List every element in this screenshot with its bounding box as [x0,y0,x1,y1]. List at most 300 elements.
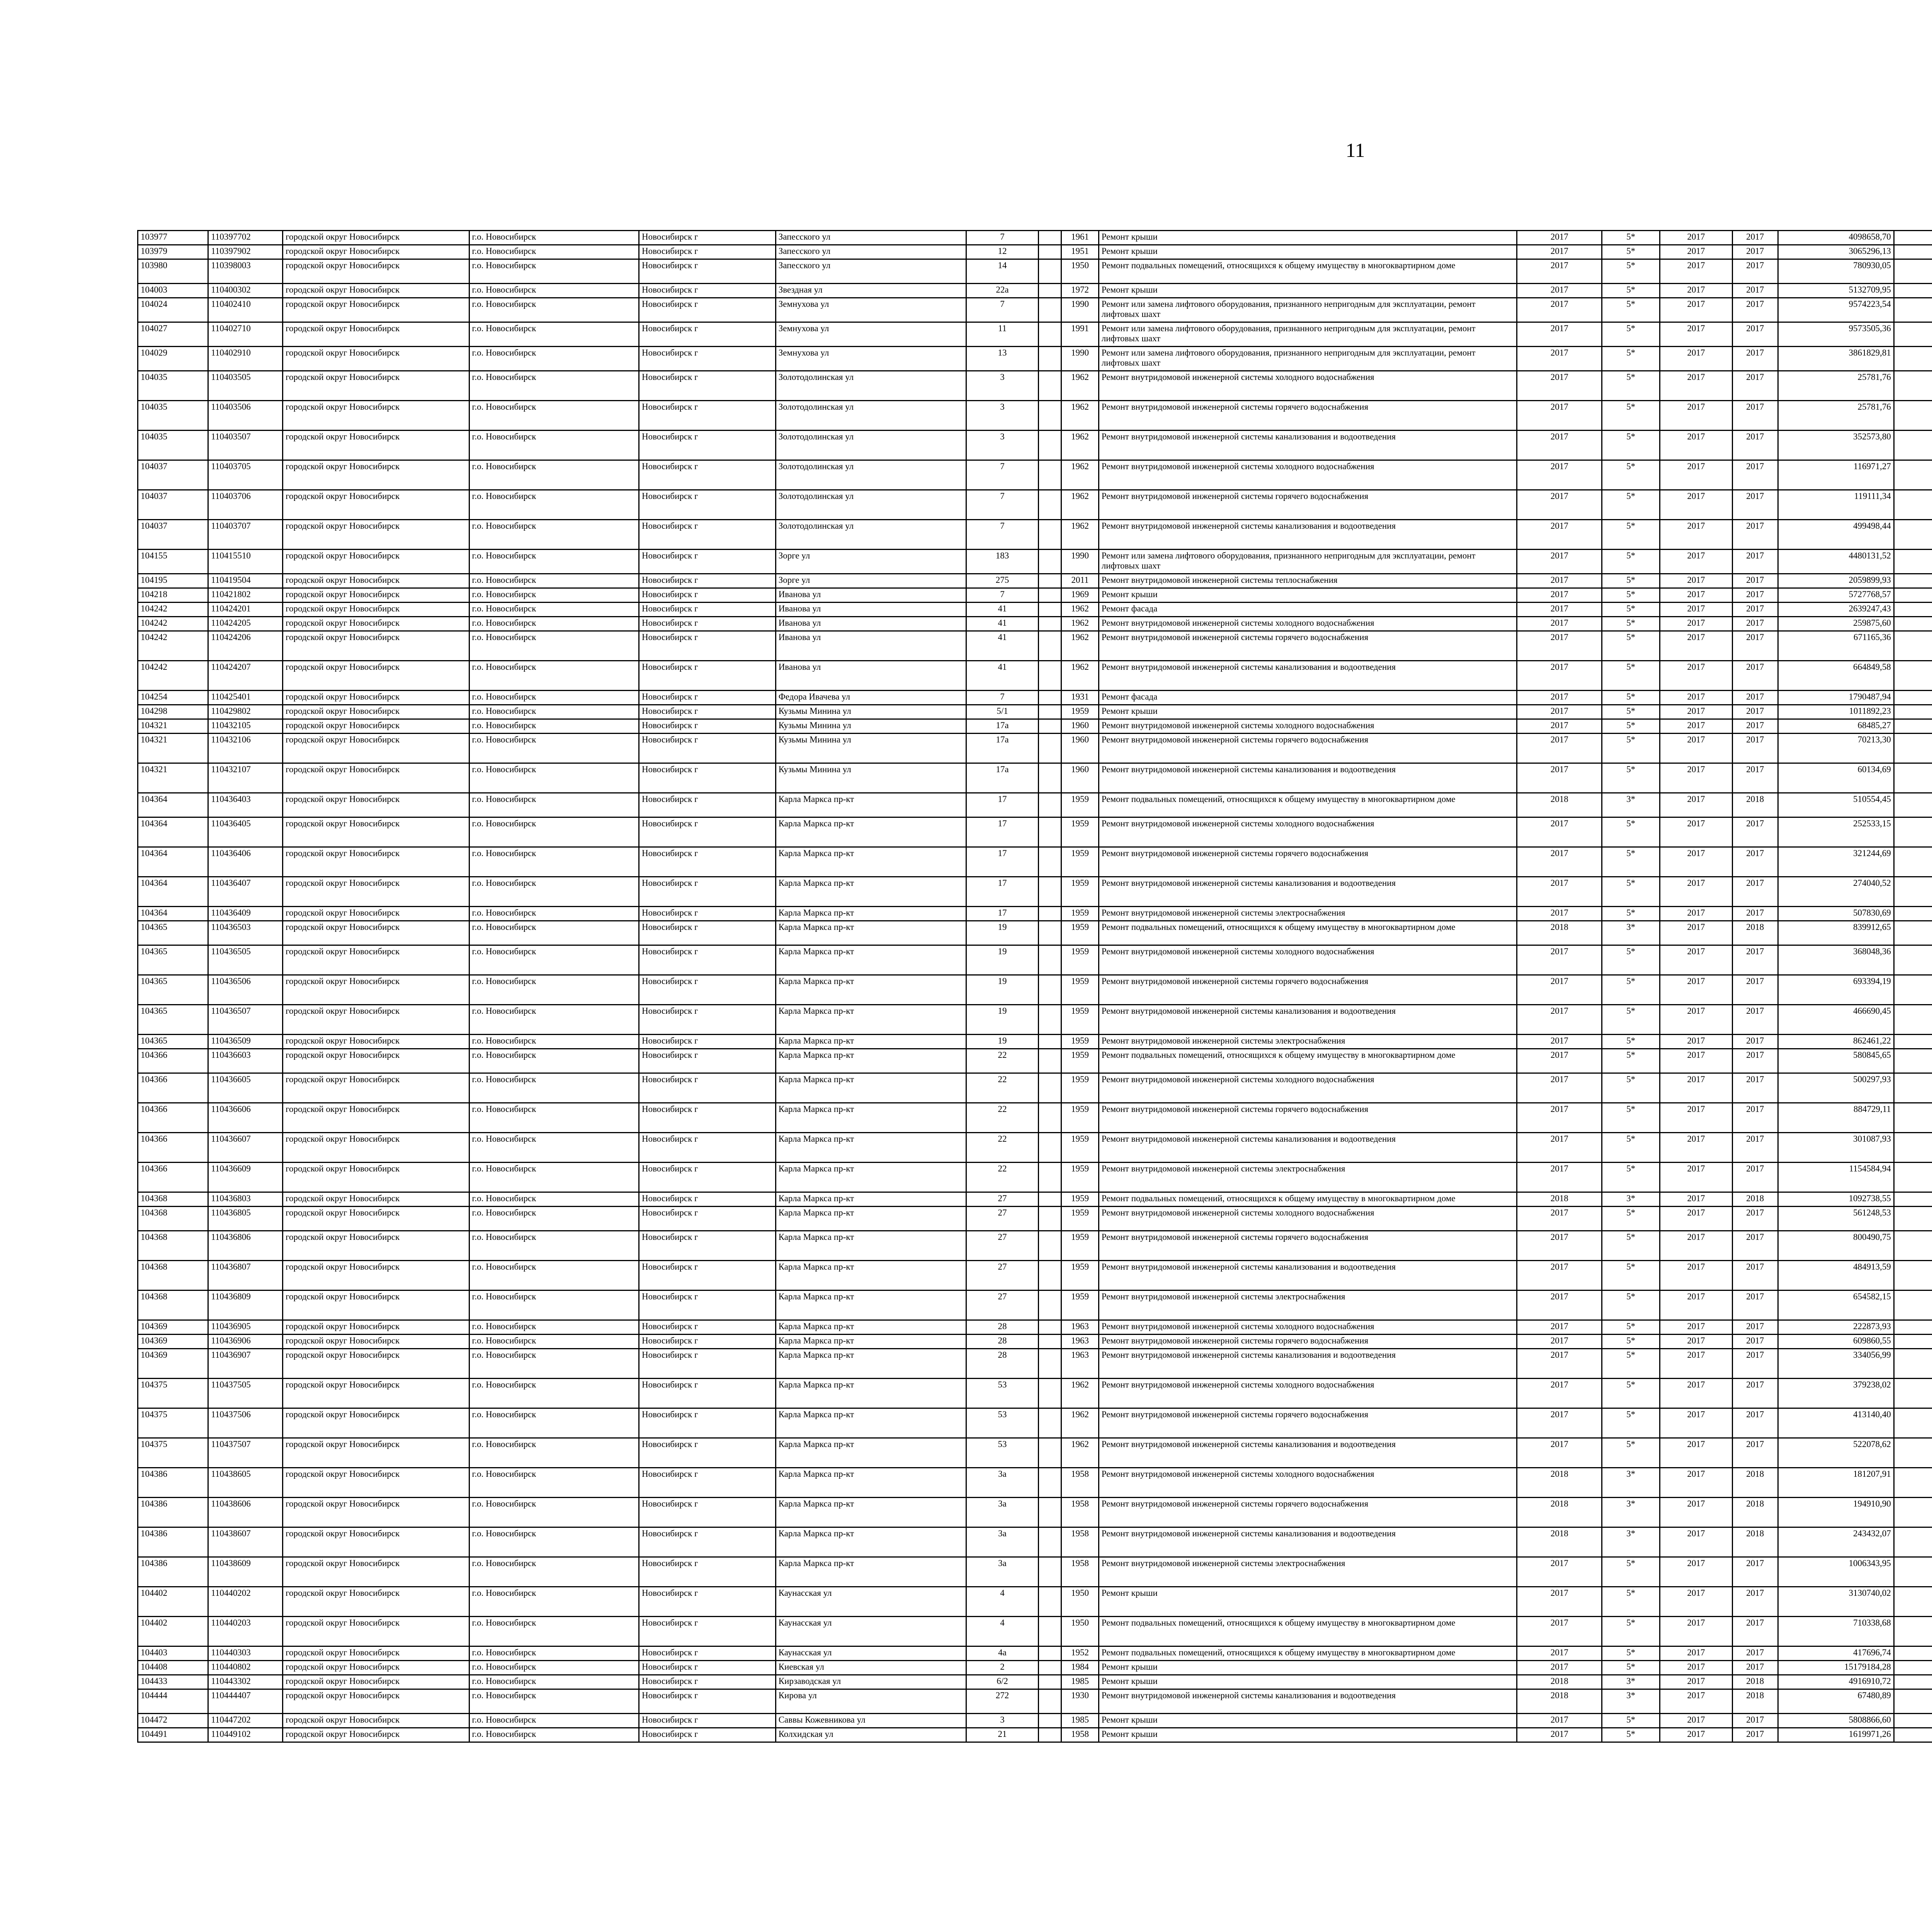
cell-district: г.о. Новосибирск [469,1617,639,1646]
cell-fund-cost [1894,1320,1932,1335]
cell-district: г.о. Новосибирск [469,763,639,793]
cell-work-id: 110436605 [208,1073,283,1103]
cell-plan-year: 2017 [1517,631,1602,661]
cell-building [1039,661,1061,691]
cell-house-id: 104364 [138,907,208,921]
cell-plan-year: 2017 [1517,371,1602,401]
cell-city: Новосибирск г [639,719,776,734]
cell-end-year: 2017 [1732,1661,1778,1675]
cell-house-number: 28 [966,1349,1039,1379]
cell-work-type: Ремонт внутридомовой инженерной системы канализования и водоотведения [1099,877,1517,907]
cell-plan-year: 2017 [1517,1408,1602,1438]
cell-work-type: Ремонт внутридомовой инженерной системы холодного водоснабжения [1099,1073,1517,1103]
cell-building [1039,1557,1061,1587]
cell-house-id: 104444 [138,1689,208,1714]
cell-year-built: 1990 [1061,550,1099,574]
cell-work-type: Ремонт или замена лифтового оборудования, признанного непригодным для эксплуатации, ремонт лифтовых шахт [1099,550,1517,574]
cell-total-cost: 25781,76 [1778,401,1894,431]
cell-municipality: городской округ Новосибирск [283,574,469,588]
cell-fund-cost [1894,1557,1932,1587]
cell-total-cost: 507830,69 [1778,907,1894,921]
cell-work-id: 110397902 [208,245,283,259]
cell-district: г.о. Новосибирск [469,1073,639,1103]
cell-total-cost: 884729,11 [1778,1103,1894,1133]
cell-work-id: 110444407 [208,1689,283,1714]
cell-work-type: Ремонт внутридомовой инженерной системы электроснабжения [1099,1035,1517,1049]
cell-start-year: 2017 [1660,1290,1733,1320]
table-row [138,734,1932,763]
cell-city: Новосибирск г [639,1133,776,1163]
cell-city: Новосибирск г [639,1587,776,1617]
cell-municipality: городской округ Новосибирск [283,1103,469,1133]
cell-year-built: 1960 [1061,734,1099,763]
cell-work-type: Ремонт внутридомовой инженерной системы горячего водоснабжения [1099,847,1517,877]
cell-fund-cost [1894,1290,1932,1320]
cell-work-id: 110436805 [208,1207,283,1231]
cell-priority: 3* [1602,1689,1660,1714]
cell-priority: 5* [1602,259,1660,284]
cell-work-id: 110443302 [208,1675,283,1689]
cell-start-year: 2017 [1660,550,1733,574]
cell-work-id: 110436603 [208,1049,283,1073]
cell-district: г.о. Новосибирск [469,1231,639,1261]
cell-total-cost: 60134,69 [1778,763,1894,793]
cell-priority: 5* [1602,588,1660,603]
cell-priority: 5* [1602,847,1660,877]
cell-district: г.о. Новосибирск [469,817,639,847]
cell-plan-year: 2017 [1517,691,1602,705]
cell-building [1039,847,1061,877]
cell-start-year: 2017 [1660,490,1733,520]
cell-house-number: 13 [966,347,1039,371]
cell-house-id: 103979 [138,245,208,259]
cell-start-year: 2017 [1660,231,1733,245]
cell-plan-year: 2017 [1517,1290,1602,1320]
cell-building [1039,1261,1061,1290]
cell-start-year: 2017 [1660,401,1733,431]
cell-priority: 5* [1602,1379,1660,1408]
cell-work-type: Ремонт внутридомовой инженерной системы канализования и водоотведения [1099,1438,1517,1468]
cell-work-type: Ремонт внутридомовой инженерной системы горячего водоснабжения [1099,1231,1517,1261]
cell-municipality: городской округ Новосибирск [283,1689,469,1714]
cell-house-number: 19 [966,975,1039,1005]
cell-street: Иванова ул [776,588,966,603]
cell-municipality: городской округ Новосибирск [283,691,469,705]
cell-priority: 5* [1602,371,1660,401]
cell-house-id: 104366 [138,1103,208,1133]
table-row [138,1335,1932,1349]
cell-house-id: 104242 [138,631,208,661]
cell-priority: 5* [1602,603,1660,617]
cell-district: г.о. Новосибирск [469,617,639,631]
cell-total-cost: 334056,99 [1778,1349,1894,1379]
cell-work-id: 110436403 [208,793,283,817]
cell-district: г.о. Новосибирск [469,631,639,661]
cell-district: г.о. Новосибирск [469,1133,639,1163]
cell-city: Новосибирск г [639,661,776,691]
cell-end-year: 2017 [1732,284,1778,298]
cell-end-year: 2017 [1732,763,1778,793]
cell-city: Новосибирск г [639,847,776,877]
cell-municipality: городской округ Новосибирск [283,1049,469,1073]
cell-district: г.о. Новосибирск [469,574,639,588]
cell-work-type: Ремонт крыши [1099,245,1517,259]
cell-plan-year: 2017 [1517,1073,1602,1103]
cell-street: Карла Маркса пр-кт [776,1290,966,1320]
cell-priority: 5* [1602,817,1660,847]
cell-year-built: 1950 [1061,1587,1099,1617]
cell-fund-cost [1894,460,1932,490]
cell-work-type: Ремонт крыши [1099,1714,1517,1728]
table-row [138,1207,1932,1231]
table-row [138,1163,1932,1192]
cell-fund-cost [1894,975,1932,1005]
cell-building [1039,691,1061,705]
cell-work-id: 110437506 [208,1408,283,1438]
cell-building [1039,1005,1061,1035]
cell-plan-year: 2017 [1517,1207,1602,1231]
cell-street: Карла Маркса пр-кт [776,1192,966,1207]
cell-work-type: Ремонт внутридомовой инженерной системы горячего водоснабжения [1099,734,1517,763]
cell-city: Новосибирск г [639,1468,776,1498]
cell-work-id: 110436409 [208,907,283,921]
cell-year-built: 1950 [1061,259,1099,284]
cell-plan-year: 2017 [1517,1133,1602,1163]
cell-work-type: Ремонт крыши [1099,705,1517,719]
cell-municipality: городской округ Новосибирск [283,1005,469,1035]
cell-house-number: 3а [966,1557,1039,1587]
page-number: 11 [1345,140,1365,162]
cell-fund-cost [1894,231,1932,245]
cell-building [1039,1320,1061,1335]
cell-street: Карла Маркса пр-кт [776,817,966,847]
cell-total-cost: 671165,36 [1778,631,1894,661]
cell-building [1039,347,1061,371]
cell-priority: 5* [1602,763,1660,793]
cell-end-year: 2017 [1732,1379,1778,1408]
cell-work-id: 110447202 [208,1714,283,1728]
cell-fund-cost [1894,661,1932,691]
cell-year-built: 1959 [1061,907,1099,921]
cell-municipality: городской округ Новосибирск [283,1290,469,1320]
cell-priority: 5* [1602,1646,1660,1661]
cell-municipality: городской округ Новосибирск [283,1527,469,1557]
cell-street: Кирзаводская ул [776,1675,966,1689]
cell-work-id: 110437507 [208,1438,283,1468]
cell-end-year: 2017 [1732,245,1778,259]
cell-house-number: 7 [966,298,1039,322]
cell-total-cost: 4916910,72 [1778,1675,1894,1689]
cell-priority: 5* [1602,1714,1660,1728]
cell-year-built: 1959 [1061,1103,1099,1133]
cell-total-cost: 417696,74 [1778,1646,1894,1661]
cell-year-built: 1984 [1061,1661,1099,1675]
cell-fund-cost [1894,1035,1932,1049]
cell-plan-year: 2017 [1517,1617,1602,1646]
cell-fund-cost [1894,763,1932,793]
cell-street: Кузьмы Минина ул [776,734,966,763]
cell-total-cost: 710338,68 [1778,1617,1894,1646]
cell-city: Новосибирск г [639,1005,776,1035]
cell-municipality: городской округ Новосибирск [283,921,469,945]
cell-city: Новосибирск г [639,245,776,259]
cell-city: Новосибирск г [639,1049,776,1073]
cell-house-number: 17 [966,817,1039,847]
cell-city: Новосибирск г [639,1408,776,1438]
cell-start-year: 2017 [1660,817,1733,847]
cell-work-type: Ремонт внутридомовой инженерной системы горячего водоснабжения [1099,1408,1517,1438]
table-row [138,520,1932,550]
cell-district: г.о. Новосибирск [469,1646,639,1661]
cell-work-id: 110440802 [208,1661,283,1675]
cell-house-id: 104368 [138,1231,208,1261]
cell-building [1039,371,1061,401]
cell-city: Новосибирск г [639,431,776,460]
cell-house-number: 41 [966,603,1039,617]
cell-fund-cost [1894,520,1932,550]
cell-street: Карла Маркса пр-кт [776,1468,966,1498]
cell-street: Каунасская ул [776,1646,966,1661]
cell-house-number: 2 [966,1661,1039,1675]
cell-house-id: 104321 [138,763,208,793]
cell-work-id: 110402710 [208,322,283,347]
table-row [138,1103,1932,1133]
cell-year-built: 1959 [1061,945,1099,975]
cell-fund-cost [1894,1728,1932,1742]
cell-work-type: Ремонт или замена лифтового оборудования, признанного непригодным для эксплуатации, ремонт лифтовых шахт [1099,298,1517,322]
cell-building [1039,460,1061,490]
cell-municipality: городской округ Новосибирск [283,945,469,975]
cell-building [1039,1103,1061,1133]
cell-municipality: городской округ Новосибирск [283,603,469,617]
cell-city: Новосибирск г [639,1290,776,1320]
cell-city: Новосибирск г [639,284,776,298]
cell-municipality: городской округ Новосибирск [283,719,469,734]
cell-building [1039,298,1061,322]
cell-municipality: городской округ Новосибирск [283,1320,469,1335]
cell-city: Новосибирск г [639,705,776,719]
cell-work-type: Ремонт или замена лифтового оборудования, признанного непригодным для эксплуатации, ремонт лифтовых шахт [1099,347,1517,371]
cell-building [1039,520,1061,550]
cell-start-year: 2017 [1660,763,1733,793]
cell-fund-cost [1894,588,1932,603]
cell-fund-cost [1894,1661,1932,1675]
cell-house-number: 19 [966,945,1039,975]
cell-house-id: 103980 [138,259,208,284]
cell-city: Новосибирск г [639,763,776,793]
cell-street: Золотодолинская ул [776,371,966,401]
cell-work-type: Ремонт крыши [1099,1728,1517,1742]
cell-street: Карла Маркса пр-кт [776,1557,966,1587]
cell-fund-cost [1894,1617,1932,1646]
cell-priority: 3* [1602,921,1660,945]
cell-work-type: Ремонт внутридомовой инженерной системы электроснабжения [1099,1163,1517,1192]
cell-fund-cost [1894,945,1932,975]
cell-total-cost: 3130740,02 [1778,1587,1894,1617]
cell-priority: 5* [1602,1349,1660,1379]
cell-work-type: Ремонт внутридомовой инженерной системы канализования и водоотведения [1099,1689,1517,1714]
cell-city: Новосибирск г [639,347,776,371]
table-row [138,245,1932,259]
cell-end-year: 2017 [1732,520,1778,550]
cell-work-id: 110398003 [208,259,283,284]
cell-total-cost: 522078,62 [1778,1438,1894,1468]
table-row [138,588,1932,603]
cell-start-year: 2017 [1660,1133,1733,1163]
table-row [138,574,1932,588]
cell-building [1039,550,1061,574]
cell-city: Новосибирск г [639,793,776,817]
cell-total-cost: 510554,45 [1778,793,1894,817]
cell-district: г.о. Новосибирск [469,460,639,490]
cell-house-id: 104403 [138,1646,208,1661]
cell-fund-cost [1894,322,1932,347]
cell-plan-year: 2017 [1517,1587,1602,1617]
table-row [138,1728,1932,1742]
cell-total-cost: 3861829,81 [1778,347,1894,371]
cell-house-number: 14 [966,259,1039,284]
cell-year-built: 1962 [1061,520,1099,550]
cell-house-id: 104366 [138,1073,208,1103]
cell-municipality: городской округ Новосибирск [283,1035,469,1049]
table-row [138,1261,1932,1290]
cell-priority: 5* [1602,1133,1660,1163]
cell-house-id: 104365 [138,1035,208,1049]
cell-city: Новосибирск г [639,259,776,284]
table-row [138,550,1932,574]
cell-city: Новосибирск г [639,550,776,574]
cell-start-year: 2017 [1660,1163,1733,1192]
cell-city: Новосибирск г [639,1207,776,1231]
cell-total-cost: 9574223,54 [1778,298,1894,322]
table-row [138,347,1932,371]
cell-work-id: 110436609 [208,1163,283,1192]
cell-fund-cost [1894,1689,1932,1714]
cell-work-id: 110424206 [208,631,283,661]
cell-district: г.о. Новосибирск [469,1005,639,1035]
cell-end-year: 2017 [1732,574,1778,588]
table-row [138,1498,1932,1527]
cell-fund-cost [1894,347,1932,371]
cell-total-cost: 609860,55 [1778,1335,1894,1349]
cell-work-id: 110415510 [208,550,283,574]
cell-house-id: 104386 [138,1557,208,1587]
table-row [138,705,1932,719]
cell-district: г.о. Новосибирск [469,550,639,574]
table-row [138,1379,1932,1408]
cell-city: Новосибирск г [639,1261,776,1290]
cell-plan-year: 2017 [1517,603,1602,617]
cell-fund-cost [1894,1408,1932,1438]
cell-house-id: 104402 [138,1587,208,1617]
cell-total-cost: 116971,27 [1778,460,1894,490]
cell-street: Карла Маркса пр-кт [776,1231,966,1261]
cell-city: Новосибирск г [639,1498,776,1527]
cell-municipality: городской округ Новосибирск [283,817,469,847]
cell-house-id: 104368 [138,1290,208,1320]
cell-plan-year: 2018 [1517,1527,1602,1557]
cell-house-id: 104365 [138,921,208,945]
cell-start-year: 2017 [1660,1231,1733,1261]
cell-city: Новосибирск г [639,1231,776,1261]
cell-street: Запесского ул [776,231,966,245]
cell-house-number: 3 [966,1714,1039,1728]
cell-work-type: Ремонт внутридомовой инженерной системы горячего водоснабжения [1099,490,1517,520]
cell-fund-cost [1894,490,1932,520]
cell-district: г.о. Новосибирск [469,1498,639,1527]
cell-street: Кузьмы Минина ул [776,763,966,793]
cell-municipality: городской округ Новосибирск [283,661,469,691]
cell-street: Зорге ул [776,574,966,588]
cell-work-type: Ремонт внутридомовой инженерной системы электроснабжения [1099,1557,1517,1587]
cell-building [1039,734,1061,763]
cell-house-number: 3а [966,1498,1039,1527]
cell-total-cost: 222873,93 [1778,1320,1894,1335]
cell-house-id: 104027 [138,322,208,347]
cell-start-year: 2017 [1660,1714,1733,1728]
cell-house-number: 17 [966,847,1039,877]
cell-city: Новосибирск г [639,1714,776,1728]
cell-building [1039,817,1061,847]
cell-city: Новосибирск г [639,691,776,705]
cell-street: Карла Маркса пр-кт [776,1438,966,1468]
cell-work-id: 110436503 [208,921,283,945]
cell-end-year: 2017 [1732,705,1778,719]
cell-house-number: 3 [966,401,1039,431]
table-row [138,1073,1932,1103]
cell-street: Иванова ул [776,617,966,631]
cell-street: Земнухова ул [776,298,966,322]
cell-year-built: 1969 [1061,588,1099,603]
cell-building [1039,793,1061,817]
cell-year-built: 1990 [1061,347,1099,371]
cell-house-id: 104402 [138,1617,208,1646]
cell-street: Карла Маркса пр-кт [776,1498,966,1527]
cell-district: г.о. Новосибирск [469,490,639,520]
cell-building [1039,945,1061,975]
cell-work-id: 110403505 [208,371,283,401]
cell-city: Новосибирск г [639,1646,776,1661]
cell-fund-cost [1894,877,1932,907]
cell-city: Новосибирск г [639,1335,776,1349]
cell-municipality: городской округ Новосибирск [283,1498,469,1527]
cell-priority: 3* [1602,1468,1660,1498]
cell-district: г.о. Новосибирск [469,1320,639,1335]
cell-work-id: 110432106 [208,734,283,763]
cell-year-built: 1959 [1061,1231,1099,1261]
cell-plan-year: 2018 [1517,1498,1602,1527]
cell-plan-year: 2018 [1517,793,1602,817]
cell-plan-year: 2017 [1517,574,1602,588]
cell-fund-cost [1894,1335,1932,1349]
cell-city: Новосибирск г [639,1103,776,1133]
cell-building [1039,1587,1061,1617]
cell-work-type: Ремонт внутридомовой инженерной системы холодного водоснабжения [1099,1207,1517,1231]
table-row [138,817,1932,847]
cell-end-year: 2017 [1732,975,1778,1005]
cell-fund-cost [1894,1714,1932,1728]
cell-start-year: 2017 [1660,1192,1733,1207]
cell-priority: 5* [1602,1261,1660,1290]
cell-house-id: 104369 [138,1349,208,1379]
cell-street: Звездная ул [776,284,966,298]
cell-priority: 5* [1602,1035,1660,1049]
cell-end-year: 2017 [1732,1438,1778,1468]
cell-house-id: 104254 [138,691,208,705]
cell-start-year: 2017 [1660,975,1733,1005]
cell-plan-year: 2017 [1517,1335,1602,1349]
cell-district: г.о. Новосибирск [469,588,639,603]
